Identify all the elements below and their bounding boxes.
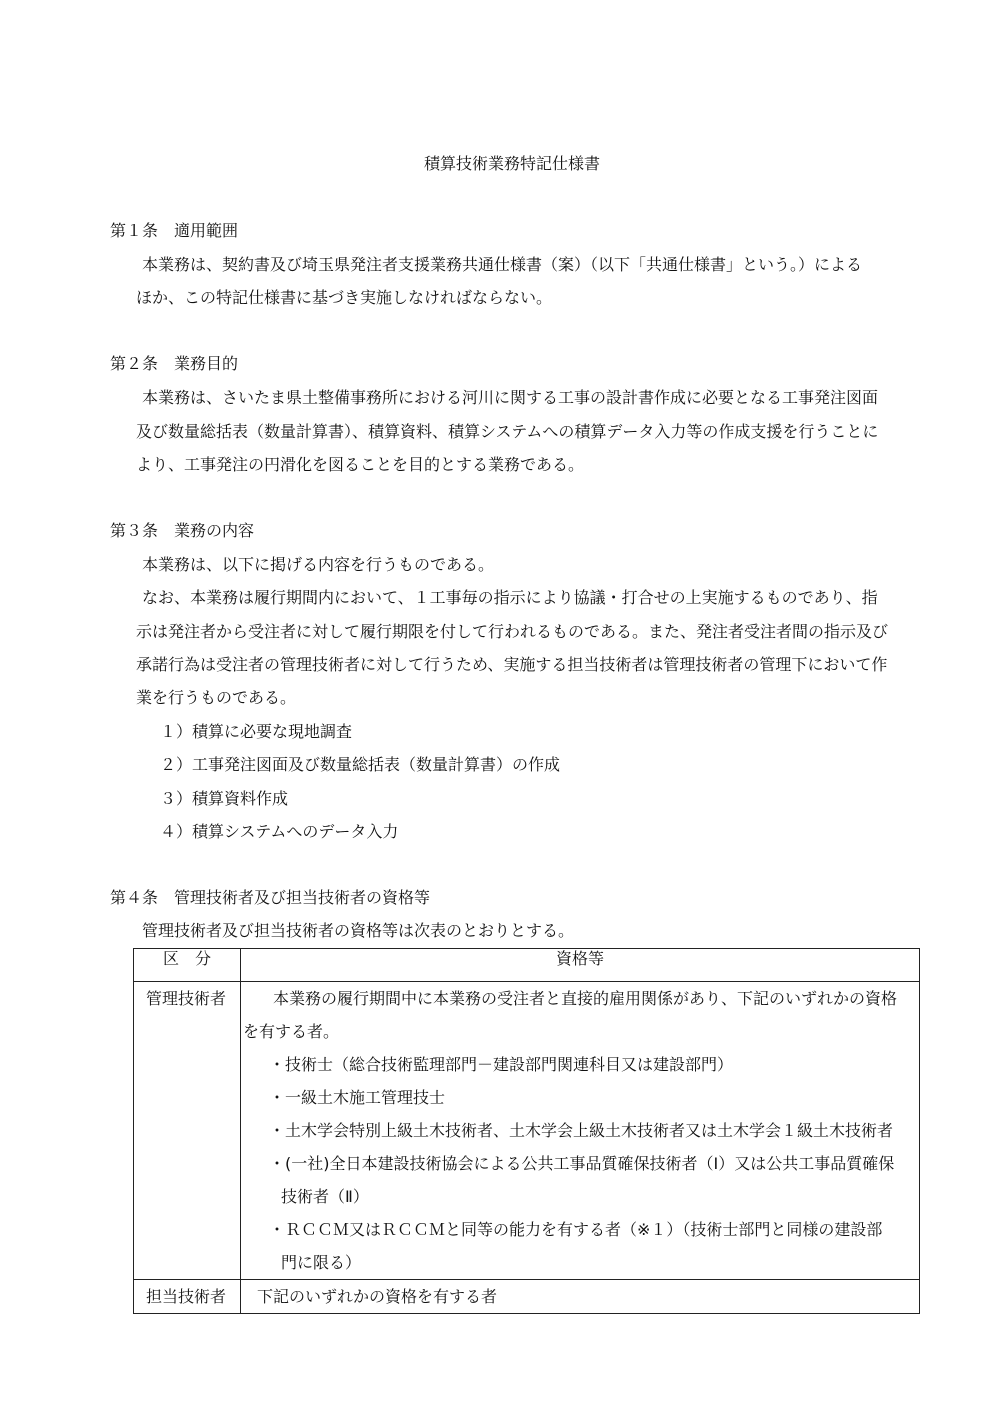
article-3-line: 承諾行為は受注者の管理技術者に対して行うため、実施する担当技術者は管理技術者の管理下において作	[136, 655, 888, 674]
cell-line: 本業務の履行期間中に本業務の受注者と直接的雇用関係があり、下記のいずれかの資格	[257, 989, 898, 1008]
cell-line: 門に限る）	[281, 1253, 362, 1272]
table-row	[134, 1280, 920, 1314]
row-content-engineer	[241, 1280, 920, 1314]
row-label: 管理技術者	[146, 989, 227, 1008]
article-1-line: 本業務は、契約書及び埼玉県発注者支援業務共通仕様書（案）（以下「共通仕様書」という。）による	[126, 255, 863, 274]
article-4-heading: 第４条 管理技術者及び担当技術者の資格等	[110, 888, 431, 907]
row-label-manager	[134, 982, 241, 1280]
header-qualifications: 資格等	[241, 949, 920, 982]
cell-line: ・土木学会特別上級土木技術者、土木学会上級土木技術者又は土木学会１級土木技術者	[269, 1121, 894, 1140]
article-3-item: ４）積算システムへのデータ入力	[160, 822, 399, 841]
article-3-heading: 第３条 業務の内容	[110, 521, 255, 540]
qualifications-table	[133, 948, 920, 1314]
document-title: 積算技術業務特記仕様書	[423, 154, 600, 173]
table-header-row	[134, 949, 920, 982]
cell-line: ・一級土木施工管理技士	[269, 1088, 446, 1107]
article-3-line: なお、本業務は履行期間内において、１工事毎の指示により協議・打合せの上実施するものであり、指	[126, 588, 878, 607]
cell-line: 下記のいずれかの資格を有する者	[257, 1287, 498, 1306]
article-2-line: より、工事発注の円滑化を図ることを目的とする業務である。	[136, 455, 585, 474]
cell-line: ・技術士（総合技術監理部門－建設部門関連科目又は建設部門）	[269, 1055, 734, 1074]
cell-line: ・ＲＣＣＭ又はＲＣＣＭと同等の能力を有する者（※１）（技術士部門と同様の建設部	[269, 1220, 883, 1239]
article-3-line: 業を行うものである。	[136, 688, 297, 707]
header-category: 区 分	[134, 949, 241, 982]
row-content-manager	[241, 982, 920, 1280]
article-1-heading: 第１条 適用範囲	[110, 221, 239, 240]
cell-line: 技術者（Ⅱ）	[281, 1187, 369, 1206]
row-label-engineer	[134, 1280, 241, 1314]
article-3-item: ３）積算資料作成	[160, 789, 289, 808]
cell-line: を有する者。	[243, 1022, 340, 1041]
article-3-line: 示は発注者から受注者に対して履行期限を付して行われるものである。また、発注者受注者間の指示及び	[136, 622, 889, 641]
article-3-item: １）積算に必要な現地調査	[160, 722, 353, 741]
article-3-line: 本業務は、以下に掲げる内容を行うものである。	[126, 555, 495, 574]
article-2-line: 及び数量総括表（数量計算書）、積算資料、積算システムへの積算データ入力等の作成支援を行うことに	[136, 422, 879, 441]
article-2-line: 本業務は、さいたま県土整備事務所における河川に関する工事の設計書作成に必要となる工事発注図面	[126, 388, 879, 407]
cell-line: ・(一社)全日本建設技術協会による公共工事品質確保技術者（Ⅰ）又は公共工事品質確保	[269, 1154, 895, 1173]
article-3-item: ２）工事発注図面及び数量総括表（数量計算書）の作成	[160, 755, 561, 774]
article-1-line: ほか、この特記仕様書に基づき実施しなければならない。	[136, 288, 553, 307]
article-4-intro: 管理技術者及び担当技術者の資格等は次表のとおりとする。	[142, 921, 575, 940]
article-2-heading: 第２条 業務目的	[110, 354, 239, 373]
table-row	[134, 982, 920, 1280]
row-label: 担当技術者	[146, 1287, 227, 1306]
